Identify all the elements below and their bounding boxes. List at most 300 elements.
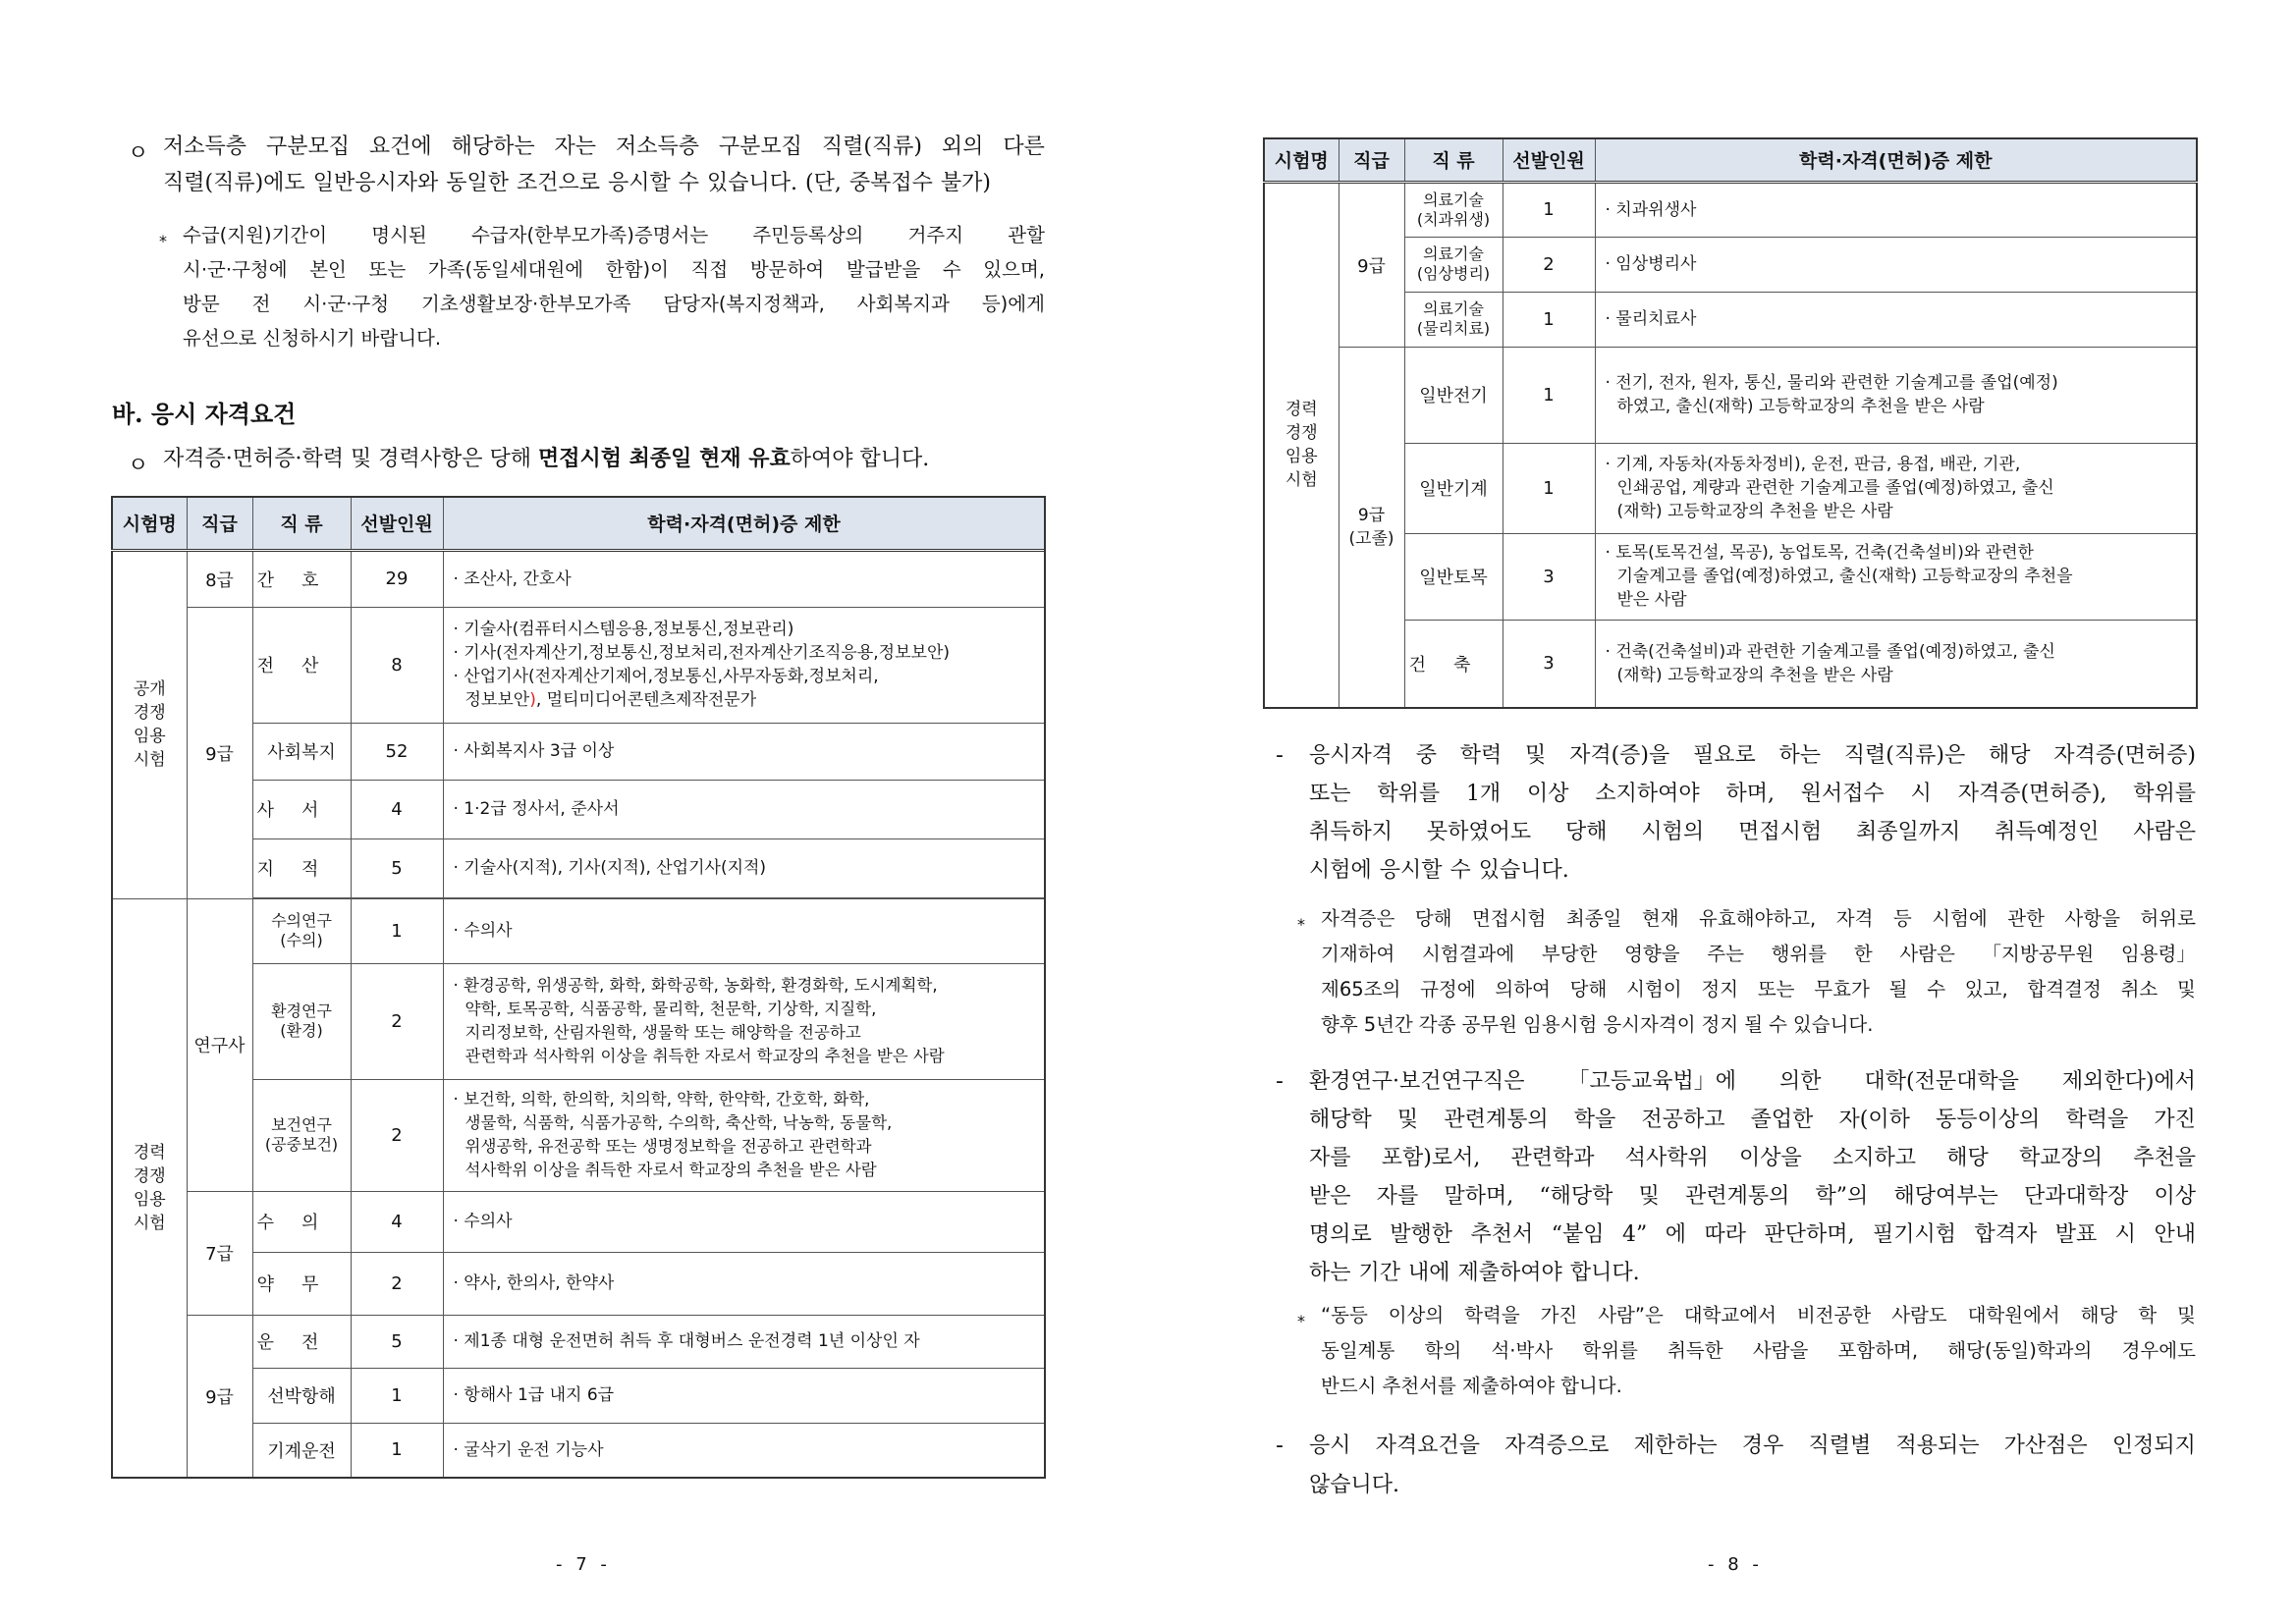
word: 필요로 [1693, 743, 1756, 768]
word: 제출하여야 [1461, 1375, 1556, 1397]
word: 유선으로 [183, 327, 257, 350]
word: 자격증은 [1321, 907, 1395, 930]
word: 학”의 [1815, 1184, 1869, 1209]
requirement-line: 관련학과 석사학위 이상을 취득한 자로서 학교장의 추천을 받은 사람 [465, 1047, 945, 1065]
word: 취득하지 [1309, 820, 1394, 844]
word: 기재하여 [1321, 943, 1395, 965]
word: 명의로 [1309, 1222, 1372, 1247]
word: 따라 [1704, 1222, 1746, 1247]
requirement-cell: · 항해사 1급 내지 6급 [443, 1368, 1045, 1423]
header-job: 직 류 [252, 497, 351, 550]
word: 합격자 [1974, 1222, 2038, 1247]
word: 제출하여야 [1457, 1261, 1562, 1285]
word: 규정에 [1420, 978, 1476, 1001]
bullet-circle: ㅇ [128, 141, 149, 166]
word: 시험에 [1932, 907, 1988, 930]
word: 학력을 [1464, 1304, 1520, 1326]
word: 당해 [1569, 978, 1608, 1001]
count-cell: 1 [1503, 292, 1595, 347]
header-grade: 직급 [187, 497, 252, 550]
word: 방문 [183, 293, 220, 315]
section-title: 바. 응시 자격요건 [112, 400, 297, 428]
qualification-emphasis: 면접시험 최종일 현재 유효 [538, 446, 791, 471]
word: 방문하여 [749, 258, 825, 281]
word: 학의 [1424, 1339, 1462, 1362]
word: 임용령」 [2120, 943, 2196, 965]
count-cell: 2 [351, 1252, 443, 1315]
word: 제한하는 [1633, 1434, 1718, 1458]
word: 허위로 [2140, 907, 2196, 930]
count-cell: 52 [351, 723, 443, 780]
word: 중복접수 [848, 171, 933, 195]
word: 임용시험 [1522, 1013, 1598, 1036]
requirement-line: 위생공학, 유전공학 또는 생명정보학을 전공하고 관련학과 [465, 1137, 872, 1156]
word: 외의 [941, 135, 984, 159]
count-cell: 4 [351, 780, 443, 839]
text-line [1309, 1254, 2196, 1292]
dash-bullet: - [1276, 743, 1284, 768]
requirement-text: , 멀티미디어콘텐츠제작전문가 [535, 690, 757, 710]
word: 시험에 [1309, 858, 1372, 883]
word: 해당 [2080, 1304, 2118, 1326]
word: 일반응시자와 [312, 171, 439, 195]
word: 추천을 [2133, 1146, 2196, 1170]
word: 본인 [309, 258, 347, 281]
word: 「고등교육법」에 [1567, 1069, 1737, 1094]
word: 명시된 [371, 224, 427, 246]
grade-cell: 연구사 [187, 898, 252, 1191]
word: 단과대학장 [2023, 1184, 2129, 1209]
job-cell: 보건연구 (공중보건) [252, 1079, 351, 1191]
table-row [112, 723, 1045, 780]
word: (단, [805, 171, 842, 195]
word: 향후 [1321, 1013, 1358, 1036]
word: 발급받을 [846, 258, 921, 281]
word: 거주지 [907, 224, 964, 246]
word: 하며, [1725, 782, 1775, 806]
equivalent-degree-note [1321, 1298, 2196, 1404]
word: 소지하여야 [1595, 782, 1700, 806]
word: 직렬(직류) [821, 135, 922, 159]
page-number: - 7 - [556, 1554, 611, 1575]
word: 발행한 [1390, 1222, 1453, 1247]
word: 가산점은 [2003, 1434, 2088, 1458]
word: 해당(동일)학과의 [1947, 1339, 2093, 1362]
word: 행위를 [1771, 943, 1828, 965]
word: 이상의 [1388, 1304, 1445, 1326]
word: 직렬별 [1808, 1434, 1872, 1458]
word: 합격결정 [2027, 978, 2102, 1001]
job-cell: 수의연구 (수의) [252, 898, 351, 963]
count-cell: 1 [1503, 182, 1595, 237]
requirement-line: (재학) 고등학교장의 추천을 받은 사람 [1616, 502, 1893, 521]
job-cell: 기계운전 [252, 1423, 351, 1478]
word: 가진 [2154, 1108, 2196, 1132]
text-line [1309, 736, 2196, 775]
word: 원서접수 [1800, 782, 1885, 806]
word: 합니다. [1560, 1375, 1622, 1397]
word: 등)에게 [981, 293, 1045, 315]
word: 수 [678, 171, 700, 195]
table-row [112, 898, 1045, 963]
requirement-line: 생물학, 식품학, 식품가공학, 수의학, 축산학, 낙농학, 동물학, [465, 1113, 893, 1132]
requirement-cell: · 제1종 대형 운전면허 취득 후 대형버스 운전경력 1년 이상인 자 [443, 1315, 1045, 1368]
text-line [183, 287, 1045, 321]
qualification-text: 자격증·면허증·학력 및 경력사항은 당해 [163, 447, 531, 471]
false-info-note [1321, 901, 2196, 1043]
word: 시 [1910, 782, 1932, 806]
requirement-line: · 전기, 전자, 원자, 통신, 물리와 관련한 기술계고를 졸업(예정) [1605, 373, 2058, 393]
word: 의한 [1779, 1069, 1822, 1094]
word: 구분모집 [718, 135, 802, 159]
word: 포함)로서, [1381, 1146, 1481, 1170]
word: 동등이상의 [1936, 1108, 2041, 1132]
requirement-cell [443, 607, 1045, 723]
qualification-text-end: 하여야 합니다. [790, 447, 930, 471]
job-cell: 전산 [252, 607, 351, 723]
page-number: - 8 - [1708, 1554, 1763, 1575]
requirement-cell: · 물리치료사 [1595, 292, 2197, 347]
exam-group-career: 경력 경쟁 임용 시험 [112, 898, 187, 1478]
word: 수 [942, 258, 961, 281]
word: “해당학 [1539, 1184, 1613, 1209]
requirement-cell [1595, 620, 2197, 708]
word: 저소득층 [615, 135, 699, 159]
job-cell: 선박항해 [252, 1368, 351, 1423]
requirement-line: 석사학위 이상을 취득한 자로서 학교장의 추천을 받은 사람 [465, 1161, 877, 1179]
word: 부당한 [1541, 943, 1598, 965]
word: 수 [1927, 978, 1946, 1001]
word: 시 [2114, 1222, 2136, 1247]
text-line [1309, 851, 2196, 890]
table-row [112, 607, 1045, 723]
word: 인정되지 [2111, 1434, 2196, 1458]
requirement-line: · 기계, 자동차(자동차정비), 운전, 판금, 용접, 배관, 기관, [1605, 455, 2021, 474]
word: 4” [1622, 1222, 1648, 1247]
word: 취득한 [1667, 1339, 1723, 1362]
table-row [1264, 292, 2197, 347]
word: 하는 [1309, 1261, 1351, 1285]
requirement-cell: · 수의사 [443, 1191, 1045, 1252]
word: 해당여부는 [1893, 1184, 1998, 1209]
word: 시험의 [1641, 820, 1705, 844]
word: 직렬(직류)은 [1843, 743, 1966, 768]
text-line [163, 165, 1045, 201]
word: 에 [1665, 1222, 1686, 1247]
table-row [1264, 620, 2197, 708]
dash-bullet: - [1276, 1069, 1284, 1094]
word: 사람도 [1891, 1304, 1947, 1326]
word: 판단하며, [1764, 1222, 1855, 1247]
job-cell: 의료기술 (임상병리) [1404, 237, 1503, 292]
word: 당해 [1414, 907, 1452, 930]
header-grade: 직급 [1339, 138, 1404, 182]
table-row [1264, 533, 2197, 620]
word: 있으며, [983, 258, 1045, 281]
word: 취득예정인 [1995, 820, 2100, 844]
word: 대학(전문대학을 [1864, 1069, 2019, 1094]
requirement-line: (재학) 고등학교장의 추천을 받은 사람 [1616, 665, 1893, 685]
text-line [1321, 1369, 2196, 1404]
word: 자격 [1835, 907, 1874, 930]
table-row [112, 1368, 1045, 1423]
job-cell: 사서 [252, 780, 351, 839]
word: 응시할 [607, 171, 671, 195]
qualification-table-right [1263, 137, 2198, 709]
text-line [1309, 1177, 2196, 1216]
word: 학위를 [2133, 782, 2196, 806]
job-cell: 일반기계 [1404, 443, 1503, 533]
word: 시·군·구청 [302, 293, 390, 315]
requirement-line: 지리정보학, 산림자원학, 생물학 또는 해양학을 전공하고 [465, 1023, 861, 1042]
header-requirement: 학력·자격(면허)증 제한 [443, 497, 1045, 550]
word: 학 [2138, 1304, 2158, 1326]
word: 경우에도 [2121, 1339, 2196, 1362]
requirement-cell: · 치과위생사 [1595, 182, 2197, 237]
job-cell: 약무 [252, 1252, 351, 1315]
header-exam: 시험명 [112, 497, 187, 550]
requirement-cell: · 임상병리사 [1595, 237, 2197, 292]
table-row [112, 1252, 1045, 1315]
word: 석사학위 [1624, 1146, 1709, 1170]
header-requirement: 학력·자격(면허)증 제한 [1595, 138, 2197, 182]
word: 이상을 [1739, 1146, 1802, 1170]
low-income-paragraph [163, 129, 1045, 201]
word: 가진 [1540, 1304, 1578, 1326]
count-cell: 1 [351, 898, 443, 963]
word: 수급(지원)기간이 [183, 224, 328, 246]
requirement-cell: · 1·2급 정사서, 준사서 [443, 780, 1045, 839]
qualification-statement [163, 441, 929, 477]
job-cell: 환경연구 (환경) [252, 963, 351, 1079]
word: 안내 [2154, 1222, 2196, 1247]
text-line [1309, 775, 2196, 813]
word: 관한 [2007, 907, 2045, 930]
word: 영향을 [1624, 943, 1680, 965]
count-cell: 29 [351, 550, 443, 607]
job-cell: 간호 [252, 550, 351, 607]
note-asterisk: * [1297, 1312, 1305, 1330]
word: 해당 [1946, 1146, 1989, 1170]
word: 응시자격 [1309, 743, 1394, 768]
requirement-line [454, 688, 1041, 712]
dash-bullet: - [1276, 1434, 1284, 1458]
word: 될 [1888, 978, 1908, 1001]
word: 학위를 [1582, 1339, 1638, 1362]
word: 면접시험 [1472, 907, 1547, 930]
requirement-line: 하였고, 출신(재학) 고등학교장의 추천을 받은 사람 [1616, 397, 1985, 416]
bonus-paragraph [1309, 1427, 2196, 1505]
table-row [112, 550, 1045, 607]
word: 있습니다. [707, 171, 798, 195]
word: 경우 [1741, 1434, 1784, 1458]
word: 1개 [1465, 782, 1502, 806]
word: 면접시험 [1738, 820, 1823, 844]
word: 말하며, [1444, 1184, 1514, 1209]
word: 바랍니다. [360, 327, 442, 350]
word: 사항을 [2064, 907, 2120, 930]
word: 이상 [2154, 1184, 2196, 1209]
word: 될 [1744, 1013, 1764, 1036]
text-line [163, 129, 1045, 165]
grade-cell: 7급 [187, 1191, 252, 1315]
word: 자는 [554, 135, 597, 159]
word: 가족(동일세대원에 [427, 258, 584, 281]
word: 또는 [1309, 782, 1351, 806]
requirement-cell [1595, 443, 2197, 533]
word: 환경연구·보건연구직은 [1309, 1069, 1525, 1094]
count-cell: 1 [351, 1423, 443, 1478]
header-count: 선발인원 [351, 497, 443, 550]
job-cell: 운전 [252, 1315, 351, 1368]
job-cell: 사회복지 [252, 723, 351, 780]
word: 자격증으로 [1504, 1434, 1610, 1458]
grade-cell: 9급 [1339, 182, 1404, 347]
job-cell: 의료기술 (물리치료) [1404, 292, 1503, 347]
requirement-line: 인쇄공업, 계량과 관련한 기술계고를 졸업(예정)하였고, 출신 [1616, 478, 2054, 498]
word: 또는 [368, 258, 407, 281]
word: 관할 [1008, 224, 1045, 246]
word: 사람”은 [1598, 1304, 1664, 1326]
grade-cell: 9급 (고졸) [1339, 347, 1404, 708]
count-cell: 3 [1503, 620, 1595, 708]
word: 합니다. [1569, 1261, 1640, 1285]
requirement-line: · 기사(전자계산기,정보통신,정보처리,전자계산기조직응용,정보보안) [453, 643, 951, 663]
word: 해당하는 [451, 135, 535, 159]
word: 추천서 [1470, 1222, 1534, 1247]
text-line [1309, 1101, 2196, 1139]
word: 현재 [1641, 907, 1679, 930]
word: 당해 [1565, 820, 1608, 844]
word: “붙임 [1551, 1222, 1605, 1247]
word: 학교장의 [2018, 1146, 2103, 1170]
red-paren: ) [529, 690, 536, 710]
word: 관련학과 [1510, 1146, 1595, 1170]
qualification-table-left [111, 496, 1046, 1479]
word: 제외한다)에서 [2061, 1069, 2196, 1094]
word: 공무원 [1461, 1013, 1517, 1036]
table-row [112, 1079, 1045, 1191]
word: 중 [1415, 743, 1438, 768]
grade-cell: 9급 [187, 607, 252, 898]
job-cell: 의료기술 (치과위생) [1404, 182, 1503, 237]
table-row [112, 1315, 1045, 1368]
word: 반드시 [1321, 1375, 1377, 1397]
requirement-line: · 토목(토목건설, 목공), 농업토목, 건축(건축설비)와 관련한 [1605, 543, 2034, 563]
job-cell: 건축 [1404, 620, 1503, 708]
table-row [112, 1191, 1045, 1252]
word: 및 [1396, 1108, 1419, 1132]
text-line [1321, 972, 2196, 1007]
word: 응시 [1309, 1434, 1351, 1458]
word: 5년간 [1363, 1013, 1413, 1036]
requirement-cell: · 약사, 한의사, 한약사 [443, 1252, 1045, 1315]
text-line [1321, 1333, 2196, 1369]
word: 및 [2177, 978, 2196, 1001]
word: 있습니다. [1478, 858, 1569, 883]
count-cell: 4 [351, 1191, 443, 1252]
word: 의하여 [1495, 978, 1551, 1001]
word: 취소 [2120, 978, 2159, 1001]
text-line [1309, 1062, 2196, 1101]
count-cell: 2 [351, 1079, 443, 1191]
word: 응시자격이 [1603, 1013, 1696, 1036]
word: 동일계통 [1321, 1339, 1395, 1362]
word: 대학교에서 [1683, 1304, 1777, 1326]
word: 또는 [1757, 978, 1795, 1001]
count-cell: 3 [1503, 533, 1595, 620]
word: 및 [1525, 743, 1547, 768]
count-cell: 8 [351, 607, 443, 723]
table-row [1264, 182, 2197, 237]
requirement-line: · 건축(건축설비)과 관련한 기술계고를 졸업(예정)하였고, 출신 [1605, 641, 2055, 662]
word: 이상 [1527, 782, 1569, 806]
requirement-line: · 기술사(컴퓨터시스템응용,정보통신,정보관리) [453, 620, 794, 639]
word: 졸업한 [1750, 1108, 1814, 1132]
word: 직렬(직류)에도 [163, 171, 305, 195]
table-row [1264, 347, 2197, 443]
requirement-cell [1595, 533, 2197, 620]
requirement-cell [443, 1079, 1045, 1191]
grade-cell: 8급 [187, 550, 252, 607]
text-line [1321, 937, 2196, 972]
word: 해당학 [1309, 1108, 1372, 1132]
word: 사람은 [1899, 943, 1955, 965]
word: 다른 [1003, 135, 1045, 159]
table-row [112, 1423, 1045, 1478]
text-line [1309, 1216, 2196, 1254]
requirement-cell: · 사회복지사 3급 이상 [443, 723, 1045, 780]
word: 요건에 [368, 135, 432, 159]
grade-cell: 9급 [187, 1315, 252, 1478]
word: 사람을 [1752, 1339, 1809, 1362]
word: 「지방공무원 [1982, 943, 2095, 965]
table-row [112, 780, 1045, 839]
word: 학력 [1459, 743, 1503, 768]
table-row [1264, 443, 2197, 533]
word: 필기시험 [1872, 1222, 1956, 1247]
word: 구분모집 [265, 135, 350, 159]
word: 소지하고 [1832, 1146, 1917, 1170]
text-line [1309, 813, 2196, 851]
word: 않습니다. [1309, 1473, 1400, 1497]
requirement-line: · 보건학, 의학, 한의학, 치의학, 약학, 한약학, 간호학, 화학, [453, 1090, 870, 1109]
text-line [1309, 1466, 2196, 1505]
count-cell: 2 [1503, 237, 1595, 292]
word: 못하였어도 [1426, 820, 1532, 844]
note-asterisk: * [1297, 915, 1305, 934]
word: 적용되는 [1895, 1434, 1980, 1458]
word: 한함)이 [605, 258, 669, 281]
word: 사회복지과 [856, 293, 950, 315]
word: 비전공한 [1796, 1304, 1872, 1326]
word: 수급자(한부모가족)증명서는 [470, 224, 709, 246]
word: 무효가 [1814, 978, 1870, 1001]
count-cell: 1 [351, 1368, 443, 1423]
word: 정지 [1701, 978, 1739, 1001]
word: 저소득층 [163, 135, 247, 159]
table-row [1264, 237, 2197, 292]
word: 시험이 [1626, 978, 1682, 1001]
header-count: 선발인원 [1503, 138, 1595, 182]
word: 전공하고 [1641, 1108, 1725, 1132]
table-row [112, 839, 1045, 897]
word: 등 [1892, 907, 1912, 930]
research-paragraph [1309, 1062, 2196, 1292]
bullet-circle: ㅇ [128, 454, 149, 478]
requirement-line: 약학, 토목공학, 식품공학, 물리학, 천문학, 기상학, 지질학, [465, 1000, 877, 1018]
low-income-note [183, 218, 1045, 355]
